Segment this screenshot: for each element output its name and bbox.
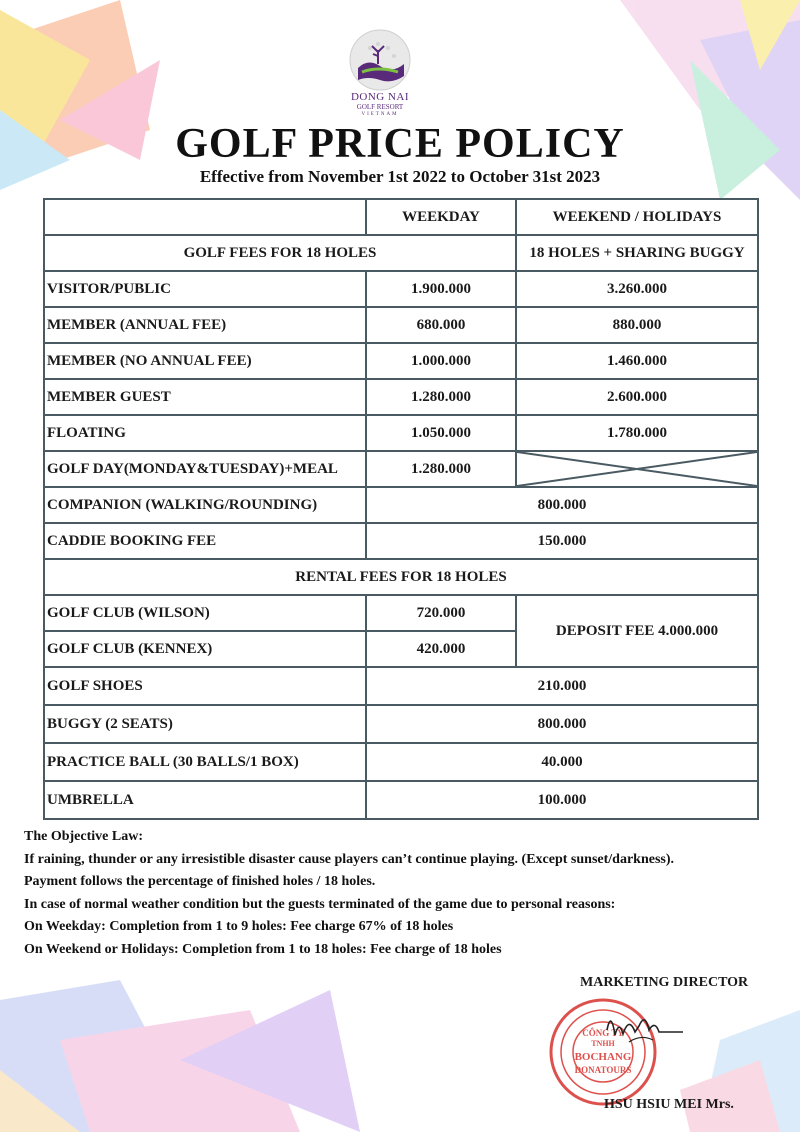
resort-logo [348,28,412,92]
table-row [44,379,758,415]
row-label: CADDIE BOOKING FEE [44,523,366,559]
deposit-fee: DEPOSIT FEE 4.000.000 [516,595,758,667]
shared-price: 150.000 [366,523,758,559]
row-label: GOLF SHOES [44,667,366,705]
weekday-price: 1.000.000 [366,343,516,379]
notes-heading: The Objective Law: [24,829,143,844]
rental-price: 420.000 [366,631,516,667]
note-line: On Weekend or Holidays: Completion from 1 to 18 holes: Fee charge of 18 holes [24,941,502,957]
price-table [43,198,759,820]
weekday-price: 680.000 [366,307,516,343]
shared-price: 800.000 [366,487,758,523]
header-empty-cell [44,199,366,235]
table-row [44,307,758,343]
table-row [44,667,758,705]
shared-price: 40.000 [366,743,758,781]
weekday-price: 1.050.000 [366,415,516,451]
weekend-price: 2.600.000 [516,379,758,415]
column-header-weekend: WEEKEND / HOLIDAYS [516,199,758,235]
cross-out-mark [517,452,757,486]
weekday-price: 1.280.000 [366,379,516,415]
table-row [44,487,758,523]
weekday-price: 1.280.000 [366,451,516,487]
weekend-price: 1.780.000 [516,415,758,451]
brand-subtitle: GOLF RESORT [356,103,404,111]
table-row [44,523,758,559]
stamp-text: TNHH [591,1039,615,1048]
row-label: FLOATING [44,415,366,451]
page-title: GOLF PRICE POLICY [175,121,625,167]
row-label: MEMBER GUEST [44,379,366,415]
row-label: GOLF CLUB (KENNEX) [44,631,366,667]
brand-block [300,92,460,118]
weekend-price: 1.460.000 [516,343,758,379]
column-header-weekday: WEEKDAY [366,199,516,235]
row-label: GOLF DAY(MONDAY&TUESDAY)+MEAL [44,451,366,487]
table-row [44,743,758,781]
stamp-text: DONATOURS [574,1065,632,1075]
row-label: VISITOR/PUBLIC [44,271,366,307]
row-label: COMPANION (WALKING/ROUNDING) [44,487,366,523]
table-row [44,343,758,379]
weekend-price: 3.260.000 [516,271,758,307]
shared-price: 800.000 [366,705,758,743]
table-row [44,271,758,307]
row-label: BUGGY (2 SEATS) [44,705,366,743]
section-header-golf-fees: GOLF FEES FOR 18 HOLES [44,235,516,271]
policy-notes [24,826,784,961]
shared-price: 210.000 [366,667,758,705]
note-line: If raining, thunder or any irresistible disaster cause players can’t continue playing. (Except sunset/darkness). [24,851,675,867]
rental-price: 720.000 [366,595,516,631]
table-row [44,781,758,819]
shared-price: 100.000 [366,781,758,819]
effective-dates: Effective from November 1st 2022 to October 31st 2023 [199,167,601,186]
not-applicable-cell [516,451,758,487]
stamp-text: CÔNG TY [582,1028,624,1038]
weekday-price: 1.900.000 [366,271,516,307]
table-row [44,595,758,631]
brand-country: VIETNAM [361,112,399,117]
table-row [44,415,758,451]
section-header-rental-fees: RENTAL FEES FOR 18 HOLES [44,559,758,595]
row-label: MEMBER (ANNUAL FEE) [44,307,366,343]
row-label: PRACTICE BALL (30 BALLS/1 BOX) [44,743,366,781]
signatory-name: HSU HSIU MEI Mrs. [604,1097,734,1112]
brand-name: DONG NAI [350,91,410,103]
table-row [44,451,758,487]
signatory-role: MARKETING DIRECTOR [580,975,749,990]
note-line: Payment follows the percentage of finished holes / 18 holes. [24,874,376,889]
row-label: UMBRELLA [44,781,366,819]
row-label: GOLF CLUB (WILSON) [44,595,366,631]
table-row [44,705,758,743]
section-header-sharing-buggy: 18 HOLES + SHARING BUGGY [516,235,758,271]
row-label: MEMBER (NO ANNUAL FEE) [44,343,366,379]
note-line: On Weekday: Completion from 1 to 9 holes: Fee charge 67% of 18 holes [24,919,454,934]
stamp-text: BOCHANG [574,1051,632,1063]
weekend-price: 880.000 [516,307,758,343]
note-line: In case of normal weather condition but the guests terminated of the game due to personal reasons: [24,896,616,912]
